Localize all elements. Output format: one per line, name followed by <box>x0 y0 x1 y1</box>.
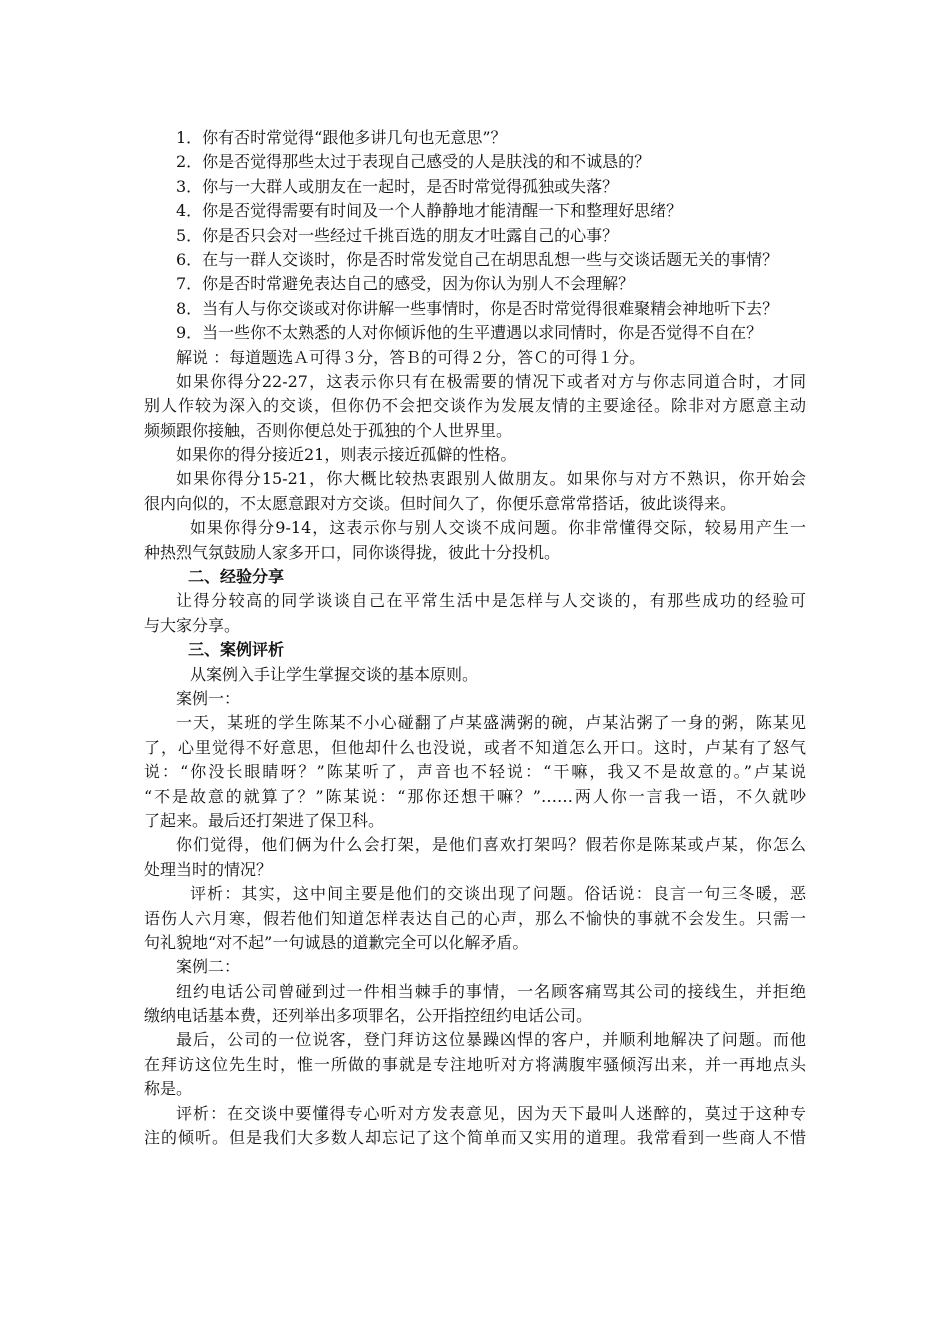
paragraph-line: 纽约电话公司曾碰到过一件相当棘手的事情，一名顾客痛骂其公司的接线生，并拒绝 <box>176 981 806 1001</box>
document-body <box>144 126 806 1150</box>
paragraph-line: 如果你的得分接近21，则表示接近孤僻的性格。 <box>176 445 517 465</box>
paragraph-line: 最后，公司的一位说客，登门拜访这位暴躁凶悍的客户，并顺利地解决了问题。而他 <box>176 1030 806 1050</box>
paragraph-line: 很内向似的，不太愿意跟对方交谈。但时间久了，你便乐意常常搭话，彼此谈得来。 <box>144 493 737 513</box>
paragraph-line: “不是故意的就算了？”陈某说：“那你还想干嘛？”……两人你一言我一语，不久就吵 <box>144 786 806 806</box>
paragraph-line: 句礼貌地“对不起”一句诚恳的道歉完全可以化解矛盾。 <box>144 932 529 952</box>
question-2: 2．你是否觉得那些太过于表现自己感受的人是肤浅的和不诚恳的？ <box>176 152 651 172</box>
paragraph-line: 如果你得分22-27，这表示你只有在极需要的情况下或者对方与你志同道合时，才同 <box>176 371 806 391</box>
paragraph-line: 缴纳电话基本费，还列举出多项罪名，公开指控纽约电话公司。 <box>144 1006 593 1026</box>
section-heading: 三、案例评析 <box>188 640 285 660</box>
question-9: 9．当一些你不太熟悉的人对你倾诉他的生平遭遇以求同情时，你是否觉得不自在？ <box>176 323 763 343</box>
paragraph-line: 语伤人六月寒，假若他们知道怎样表达自己的心声，那么不愉快的事就不会发生。只需一 <box>144 908 806 928</box>
question-7: 7．你是否时常避免表达自己的感受，因为你认为别人不会理解？ <box>176 274 635 294</box>
paragraph-line: 了起来。最后还打架进了保卫科。 <box>144 810 385 830</box>
paragraph-line: 称是。 <box>144 1079 193 1099</box>
paragraph-line: 说：“你没长眼睛呀？”陈某听了，声音也不轻说：“干嘛，我又不是故意的。”卢某说 <box>144 762 806 782</box>
paragraph-line: 别人作较为深入的交谈，但你仍不会把交谈作为发展友情的主要途径。除非对方愿意主动 <box>144 396 806 416</box>
paragraph-line: 了，心里觉得不好意思，但他却什么也没说，或者不知道怎么开口。这时，卢某有了怒气 <box>144 737 806 757</box>
question-4: 4．你是否觉得需要有时间及一个人静静地才能清醒一下和整理好思绪？ <box>176 201 683 221</box>
case-label: 案例二： <box>176 957 241 977</box>
scoring-explanation: 解说 ：每道题选Ａ可得３分，答Ｂ的可得２分，答Ｃ的可得１分。 <box>176 347 646 367</box>
paragraph-line: 让得分较高的同学谈谈自己在平常生活中是怎样与人交谈的，有那些成功的经验可 <box>176 591 806 611</box>
paragraph-line: 注的倾听。但是我们大多数人却忘记了这个简单而又实用的道理。我常看到一些商人不惜 <box>144 1128 806 1148</box>
paragraph-line: 一天，某班的学生陈某不小心碰翻了卢某盛满粥的碗，卢某沾粥了一身的粥，陈某见 <box>176 713 806 733</box>
paragraph-line: 种热烈气氛鼓励人家多开口，同你谈得拢，彼此十分投机。 <box>144 542 561 562</box>
question-3: 3．你与一大群人或朋友在一起时，是否时常觉得孤独或失落？ <box>176 176 619 196</box>
question-6: 6．在与一群人交谈时，你是否时常发觉自己在胡思乱想一些与交谈话题无关的事情？ <box>176 249 779 269</box>
question-5: 5．你是否只会对一些经过千挑百选的朋友才吐露自己的心事？ <box>176 225 619 245</box>
question-1: 1．你有否时常觉得“跟他多讲几句也无意思”？ <box>176 128 507 147</box>
paragraph-line: 如果你得分15-21，你大概比较热衷跟别人做朋友。如果你与对方不熟识，你开始会 <box>176 469 806 489</box>
paragraph-line: 评析：在交谈中要懂得专心听对方发表意见，因为天下最叫人迷醉的，莫过于这种专 <box>176 1103 806 1123</box>
paragraph-line: 在拜访这位先生时，惟一所做的事就是专注地听对方将满腹牢骚倾泻出来，并一再地点头 <box>144 1054 806 1074</box>
paragraph-line: 评析：其实，这中间主要是他们的交谈出现了问题。俗话说：良言一句三冬暖，恶 <box>190 884 806 904</box>
paragraph-line: 如果你得分9-14，这表示你与别人交谈不成问题。你非常懂得交际，较易用产生一 <box>190 518 806 538</box>
paragraph-line: 频频跟你接触，否则你便总处于孤独的个人世界里。 <box>144 420 513 440</box>
section-heading: 二、经验分享 <box>188 567 285 587</box>
paragraph-line: 从案例入手让学生掌握交谈的基本原则。 <box>190 664 479 684</box>
case-label: 案例一： <box>176 688 241 708</box>
paragraph-line: 你们觉得，他们俩为什么会打架，是他们喜欢打架吗？假若你是陈某或卢某，你怎么 <box>176 835 806 855</box>
question-8: 8．当有人与你交谈或对你讲解一些事情时，你是否时常觉得很难聚精会神地听下去？ <box>176 298 779 318</box>
paragraph-line: 处理当时的情况？ <box>144 859 273 879</box>
paragraph-line: 与大家分享。 <box>144 615 241 635</box>
